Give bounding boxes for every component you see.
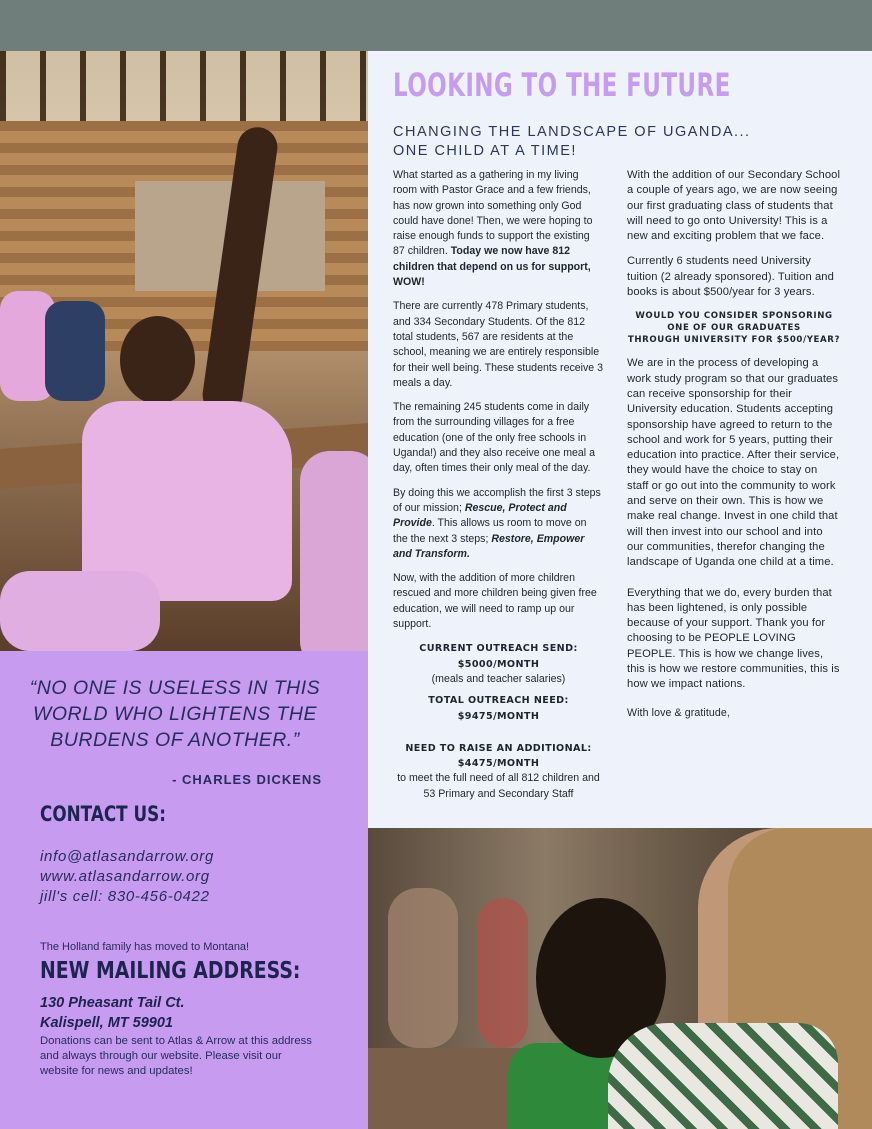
child-photo [368, 828, 872, 1129]
mission-steps-1: Rescue, Protect and Provide [393, 501, 567, 530]
outreach-need-value: $9475/MONTH [457, 710, 540, 722]
paragraph-text: . This allows us room to move on the the next 3 steps; [393, 517, 587, 545]
paragraph: Currently 6 students need University tuition (2 already sponsored). Tuition and books is about $500/year for 3 years. [627, 255, 834, 299]
raise-label: NEED TO RAISE AN ADDITIONAL: [405, 742, 592, 754]
paragraph: The remaining 245 students come in daily from the surrounding villages for a free education (one of the only free schools in Uganda!) and they also receive one meal a day, often times their only meal of the day. [393, 401, 595, 475]
outreach-need-label: TOTAL OUTREACH NEED: [428, 695, 569, 707]
article-column-1 [393, 168, 604, 802]
paragraph-emphasis: Today we now have 812 children that depend on us for support, WOW! [393, 245, 591, 289]
outreach-send-label: CURRENT OUTREACH SEND: [419, 643, 578, 655]
mailing-address [40, 993, 185, 1033]
signoff: With love & gratitude, [627, 706, 730, 719]
paragraph-text: By doing this we accomplish the first 3 steps of our mission; [393, 486, 601, 514]
raise-value: $4475/MONTH [457, 758, 540, 770]
subtitle-line-1: CHANGING THE LANDSCAPE OF UGANDA... [393, 124, 751, 140]
classroom-photo [0, 51, 368, 651]
article-title: LOOKING TO THE FUTURE [393, 66, 731, 104]
dickens-quote: “NO ONE IS USELESS IN THIS WORLD WHO LIGHTENS THE BURDENS OF ANOTHER.” [29, 677, 321, 751]
outreach-send-note: (meals and teacher salaries) [431, 672, 566, 685]
top-banner [0, 0, 872, 51]
mailing-heading: NEW MAILING ADDRESS: [40, 958, 301, 984]
phone-number: jill's cell: 830-456-0422 [40, 888, 210, 905]
address-line-1: 130 Pheasant Tail Ct. [40, 995, 185, 1011]
quote-author: - CHARLES DICKENS [172, 772, 322, 787]
paragraph-text: What started as a gathering in my living room with Pastor Grace and a few friends, has now grown into something only God could have done! Then, we were hoping to raise enough funds to support the existing 87 children. [393, 169, 593, 258]
outreach-send-value: $5000/MONTH [457, 658, 540, 670]
paragraph: With the addition of our Secondary School a couple of years ago, we are now seeing our first graduating class of students that will need to go onto University! This is a new and exciting problem that we face. [627, 169, 841, 243]
paragraph [393, 486, 604, 562]
subtitle-line-2: ONE CHILD AT A TIME! [393, 143, 577, 159]
ask-line: ONE OF OUR GRADUATES [667, 323, 801, 334]
ask-line: WOULD YOU CONSIDER SPONSORING [635, 311, 833, 322]
website-link[interactable]: www.atlasandarrow.org [40, 868, 210, 885]
paragraph: We are in the process of developing a work study program so that our graduates can receive sponsorship for their University education. Students accepting sponsorship have agreed to return to the school and work for 5 years, putting their education into practice. After their service, they would have the choice to stay on staff or go out into the community to work and serve on their own. This is how we make real change. Invest in one child that will then invest into our school and into our communities, therefor changing the landscape of Uganda one child at a time. [627, 357, 840, 569]
article-column-2 [627, 168, 841, 731]
raise-note: to meet the full need of all 812 children and 53 Primary and Secondary Staff [397, 772, 600, 800]
address-line-2: Kalispell, MT 59901 [40, 1015, 173, 1031]
email-link[interactable]: info@atlasandarrow.org [40, 848, 215, 865]
paragraph: There are currently 478 Primary students, and 334 Secondary Students. Of the 812 total students, 567 are residents at the school, meaning we are entirely responsible for their well being. These students receive 3 meals a day. [393, 300, 604, 389]
donations-note: Donations can be sent to Atlas & Arrow at this address and always through our website. Please visit our website for news and updates! [40, 1035, 312, 1077]
ask-line: THROUGH UNIVERSITY FOR $500/YEAR? [627, 335, 841, 346]
moved-note: The Holland family has moved to Montana! [40, 941, 250, 953]
contact-heading: CONTACT US: [40, 802, 166, 826]
mission-steps-2: Restore, Empower and Transform. [393, 532, 585, 560]
paragraph: Everything that we do, every burden that has been lightened, is only possible because of your support. Thank you for choosing to be PEOPLE LOVING PEOPLE. This is how we change lives, this is how we restore communities, this is how we impact nations. [627, 586, 840, 691]
paragraph: Now, with the addition of more children rescued and more children being given free education, we will need to ramp up our support. [393, 572, 597, 631]
sponsorship-ask [627, 310, 841, 346]
paragraph [393, 168, 604, 290]
contact-info [40, 847, 214, 907]
article-subtitle [393, 123, 751, 161]
